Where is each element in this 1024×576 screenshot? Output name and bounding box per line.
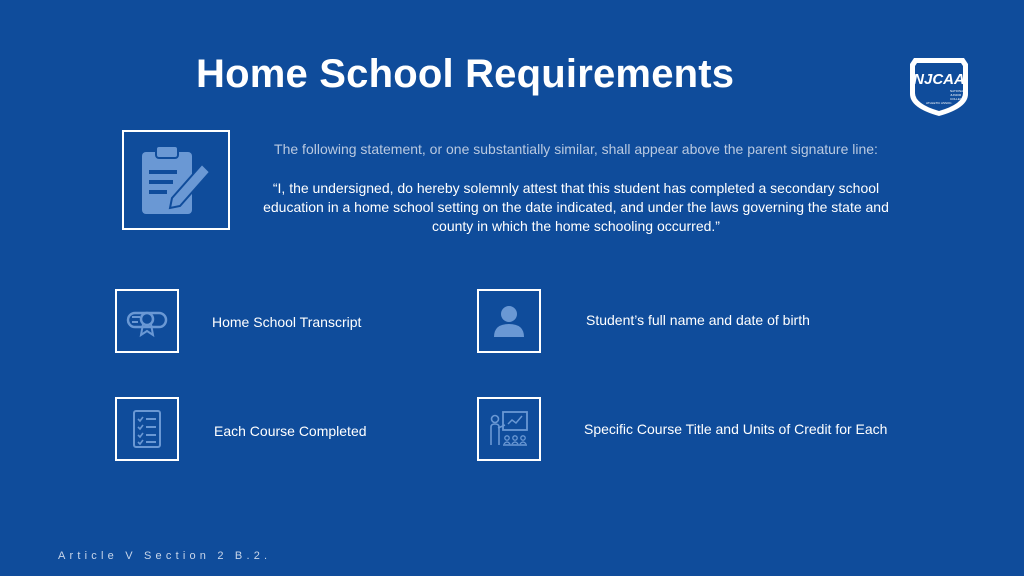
svg-text:JUNIOR: JUNIOR (950, 93, 962, 97)
user-icon-frame (477, 289, 541, 353)
classroom-icon (487, 409, 531, 449)
diploma-icon-frame (115, 289, 179, 353)
requirement-transcript: Home School Transcript (212, 314, 362, 330)
page-title: Home School Requirements (196, 52, 735, 96)
clipboard-icon-frame (122, 130, 230, 230)
requirement-course-title-units: Specific Course Title and Units of Credit for Each (584, 421, 888, 437)
clipboard-edit-icon (136, 142, 216, 218)
svg-text:COLLEGE: COLLEGE (950, 97, 965, 101)
user-icon (491, 303, 527, 339)
requirement-name-dob: Student’s full name and date of birth (586, 312, 810, 328)
checklist-icon-frame (115, 397, 179, 461)
article-reference: Article V Section 2 B.2. (58, 550, 272, 562)
classroom-icon-frame (477, 397, 541, 461)
requirement-courses: Each Course Completed (214, 423, 367, 439)
diploma-icon (124, 303, 170, 339)
svg-text:NATIONAL: NATIONAL (950, 89, 965, 93)
statement-quote: “I, the undersigned, do hereby solemnly attest that this student has completed a secondary school education in a home school setting on the date indicated, and under the laws governing the state and county in which the home schooling occurred.” (263, 180, 889, 234)
svg-text:NJCAA: NJCAA (913, 71, 965, 88)
svg-text:ATHLETIC ASSOC.: ATHLETIC ASSOC. (926, 101, 953, 105)
njcaa-logo (906, 54, 972, 118)
checklist-icon (132, 409, 162, 449)
statement-intro: The following statement, or one substantially similar, shall appear above the parent signature line: (274, 141, 878, 157)
statement-block (250, 140, 902, 236)
